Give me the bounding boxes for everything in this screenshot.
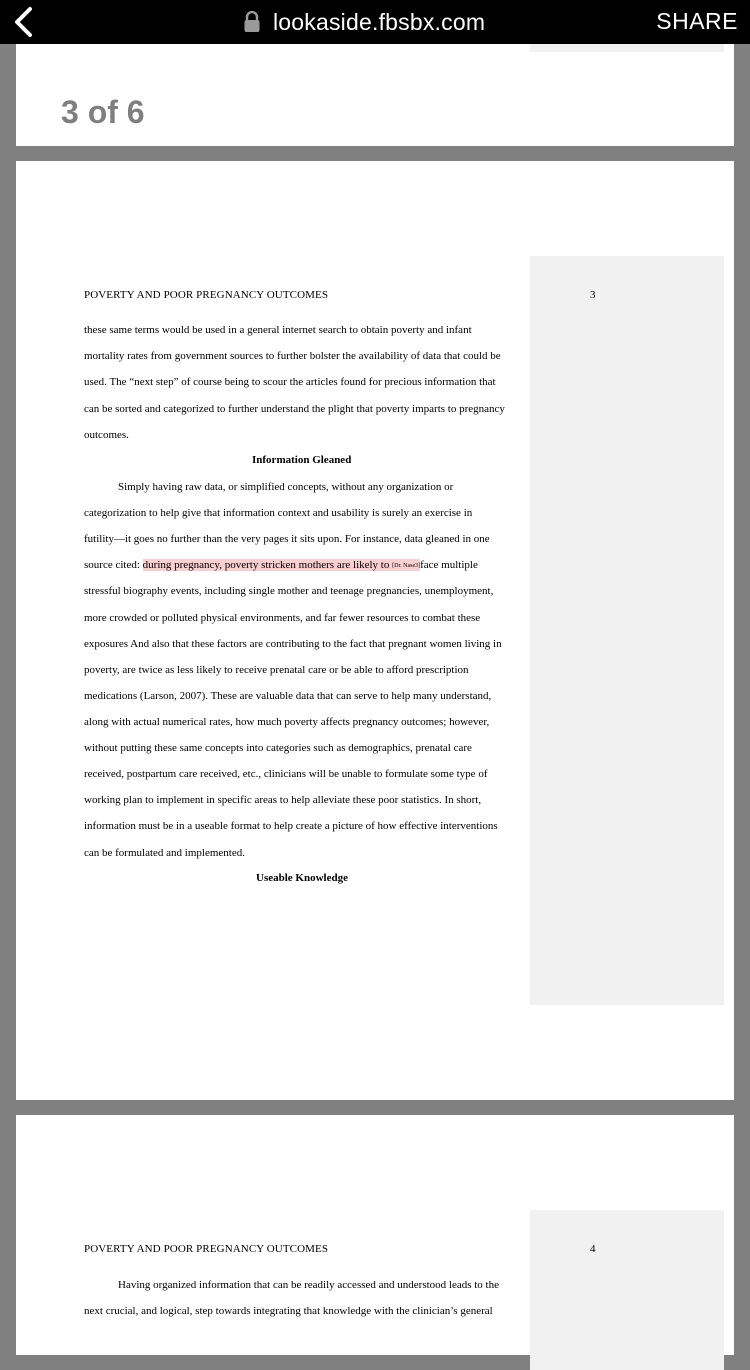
text-line: Simply having raw data, or simplified concepts, without any organization or bbox=[118, 481, 454, 493]
text-line: categorization to help give that information context and usability is surely an exercise in bbox=[84, 507, 473, 519]
lock-icon bbox=[243, 11, 261, 33]
comment-highlight[interactable] bbox=[143, 559, 420, 571]
text-line: used. The “next step” of course being to scour the articles found for precious information that bbox=[84, 376, 496, 388]
text-line: stressful biography events, including single mother and teenage pregnancies, unemployment, bbox=[84, 585, 494, 597]
text-span: source cited: bbox=[84, 559, 143, 571]
share-button[interactable]: SHARE bbox=[656, 8, 738, 34]
text-line: poverty, are twice as less likely to receive prenatal care or be able to afford prescription bbox=[84, 664, 469, 676]
running-head: POVERTY AND POOR PREGNANCY OUTCOMES bbox=[84, 1243, 329, 1255]
page-number: 4 bbox=[590, 1243, 596, 1255]
text-line: more crowded or polluted physical environments, and far fewer resources to combat these bbox=[84, 612, 481, 624]
text-line: medications (Larson, 2007). These are valuable data that can serve to help many understand, bbox=[84, 690, 492, 702]
text-line: next crucial, and logical, step towards integrating that knowledge with the clinician’s general bbox=[84, 1305, 493, 1317]
text-line: these same terms would be used in a general internet search to obtain poverty and infant bbox=[84, 324, 472, 336]
text-line: received, postpartum care received, etc., clinicians will be unable to formulate some type of bbox=[84, 768, 488, 780]
section-heading: Useable Knowledge bbox=[256, 872, 348, 884]
text-line: information must be in a useable format to help create a picture of how effective interventions bbox=[84, 820, 498, 832]
text-line: along with actual numerical rates, how much poverty affects pregnancy outcomes; however, bbox=[84, 716, 490, 728]
text-line: working plan to implement in specific areas to help alleviate these poor statistics. In short, bbox=[84, 794, 482, 806]
comment-tag[interactable]: [Dr. Nase3] bbox=[392, 563, 421, 569]
highlighted-text-line bbox=[84, 558, 478, 573]
browser-toolbar bbox=[0, 0, 750, 44]
text-line: can be sorted and categorized to further understand the plight that poverty imparts to pregnancy bbox=[84, 403, 505, 415]
text-line: exposures And also that these factors are contributing to the fact that pregnant women living in bbox=[84, 638, 502, 650]
url-text: lookaside.fbsbx.com bbox=[273, 8, 486, 35]
running-head: POVERTY AND POOR PREGNANCY OUTCOMES bbox=[84, 289, 329, 301]
document-page-4[interactable] bbox=[16, 1115, 734, 1355]
address-bar[interactable] bbox=[243, 8, 485, 36]
back-chevron-icon[interactable] bbox=[8, 6, 38, 38]
page-number: 3 bbox=[590, 289, 596, 301]
document-page-3[interactable] bbox=[16, 161, 734, 1100]
text-line: mortality rates from government sources to further bolster the availability of data that could be bbox=[84, 350, 501, 362]
comment-margin bbox=[530, 1210, 724, 1370]
text-span: face multiple bbox=[420, 559, 478, 571]
text-line: can be formulated and implemented. bbox=[84, 847, 245, 859]
page-counter: 3 of 6 bbox=[61, 94, 145, 130]
text-line: futility—it goes no further than the very pages it sits upon. For instance, data gleaned in one bbox=[84, 533, 490, 545]
comment-margin bbox=[530, 256, 724, 1005]
text-line: without putting these same concepts into categories such as demographics, prenatal care bbox=[84, 742, 472, 754]
highlighted-text[interactable]: during pregnancy, poverty stricken mothers are likely to bbox=[142, 559, 393, 571]
section-heading: Information Gleaned bbox=[252, 454, 352, 466]
text-line: Having organized information that can be readily accessed and understood leads to the bbox=[118, 1279, 499, 1291]
text-line: outcomes. bbox=[84, 429, 129, 441]
